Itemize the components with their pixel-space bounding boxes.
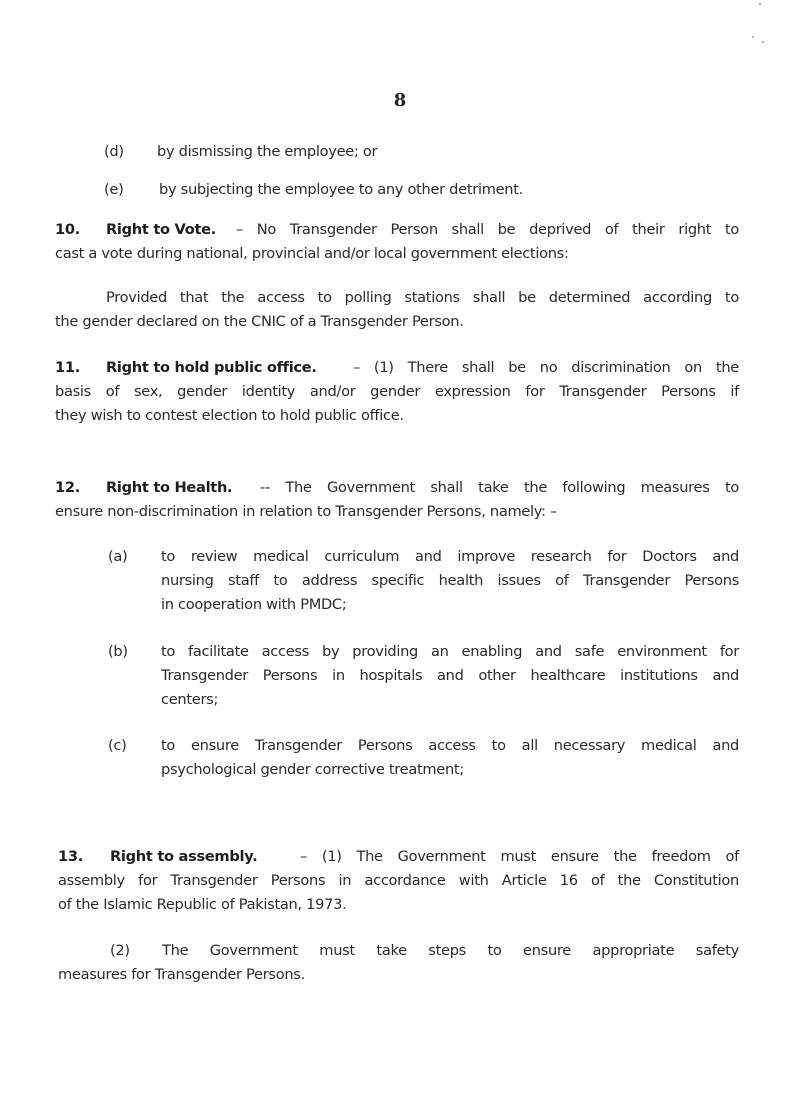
item-text: in cooperation with PMDC; xyxy=(161,596,347,613)
section-heading: Right to Health. xyxy=(106,479,233,496)
item-text: by dismissing the employee; or xyxy=(157,143,378,160)
section-text: they wish to contest election to hold public office. xyxy=(55,407,404,424)
item-label: (d) xyxy=(104,143,124,160)
item-text: Transgender Persons in hospitals and other healthcare institutions and xyxy=(161,667,739,684)
section-text: basis of sex, gender identity and/or gender expression for Transgender Persons if xyxy=(55,383,739,400)
section-text: assembly for Transgender Persons in accordance with Article 16 of the Constitution xyxy=(58,872,739,889)
item-label: (b) xyxy=(108,643,128,660)
section-text: – (1) The Government must ensure the freedom of xyxy=(300,848,739,865)
proviso-text: the gender declared on the CNIC of a Transgender Person. xyxy=(55,313,464,330)
item-label: (e) xyxy=(104,181,124,198)
scan-speck xyxy=(759,3,761,5)
scan-speck xyxy=(762,41,764,43)
section-text: cast a vote during national, provincial and/or local government elections: xyxy=(55,245,569,262)
section-number: 10. xyxy=(55,221,80,238)
item-text: psychological gender corrective treatment; xyxy=(161,761,464,778)
item-text: nursing staff to address specific health issues of Transgender Persons xyxy=(161,572,739,589)
page-number: 8 xyxy=(393,90,407,111)
section-text: -- The Government shall take the following measures to xyxy=(260,479,739,496)
subsection-label: (2) xyxy=(110,942,130,959)
subsection-text: measures for Transgender Persons. xyxy=(58,966,305,983)
section-text: ensure non-discrimination in relation to Transgender Persons, namely: – xyxy=(55,503,558,520)
item-text: to facilitate access by providing an enabling and safe environment for xyxy=(161,643,739,660)
section-text: of the Islamic Republic of Pakistan, 1973. xyxy=(58,896,347,913)
item-text: centers; xyxy=(161,691,219,708)
section-number: 11. xyxy=(55,359,80,376)
section-number: 12. xyxy=(55,479,80,496)
item-label: (a) xyxy=(108,548,128,565)
item-text: to ensure Transgender Persons access to all necessary medical and xyxy=(161,737,739,754)
section-number: 13. xyxy=(58,848,83,865)
section-heading: Right to assembly. xyxy=(110,848,258,865)
section-heading: Right to Vote. xyxy=(106,221,216,238)
item-text: to review medical curriculum and improve research for Doctors and xyxy=(161,548,739,565)
item-label: (c) xyxy=(108,737,127,754)
section-text: – No Transgender Person shall be deprived of their right to xyxy=(236,221,739,238)
scan-speck xyxy=(752,36,754,38)
section-heading: Right to hold public office. xyxy=(106,359,317,376)
item-text: by subjecting the employee to any other detriment. xyxy=(159,181,524,198)
proviso-text: Provided that the access to polling stations shall be determined according to xyxy=(106,289,739,306)
subsection-text: The Government must take steps to ensure appropriate safety xyxy=(162,942,739,959)
section-text: – (1) There shall be no discrimination on the xyxy=(353,359,739,376)
